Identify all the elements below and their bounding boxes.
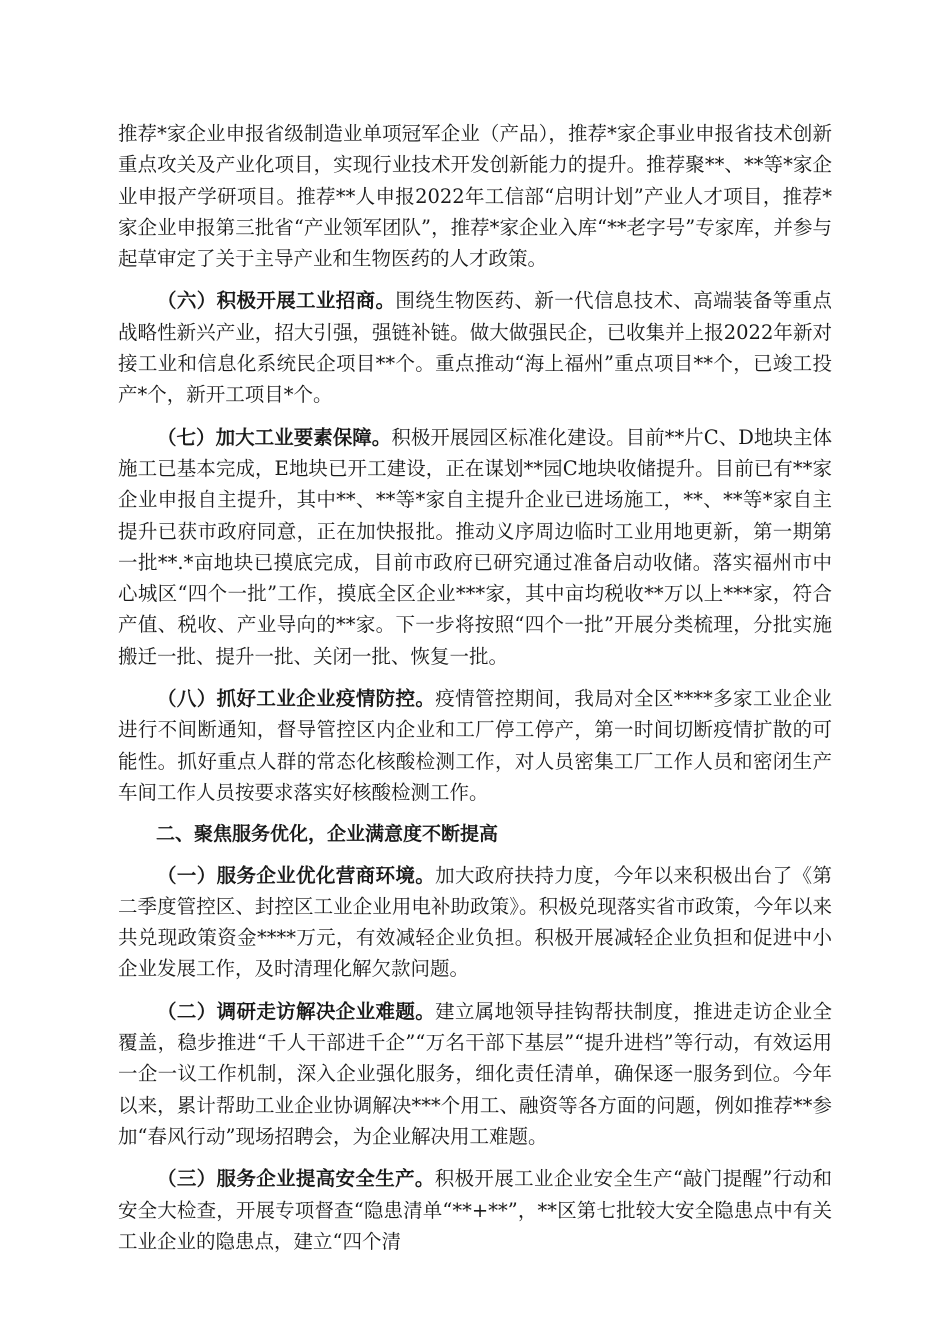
paragraph-text: 积极开展工业企业安全生产“敲门提醒”行动和安全大检查，开展专项督查“隐患清单“**+**”，**区第七批较大安全隐患点中有关工业企业的隐患点，建立“四个清 xyxy=(118,1167,832,1253)
document-page xyxy=(118,118,832,1268)
paragraph-heading: （六）积极开展工业招商。 xyxy=(157,289,396,313)
paragraph-investment xyxy=(118,285,832,410)
paragraph-text: 推荐*家企业申报省级制造业单项冠军企业（产品），推荐*家企事业申报省技术创新重点攻关及产业化项目，实现行业技术开发创新能力的提升。推荐聚**、**等*家企业申报产学研项目。推荐**人申报2022年工信部“启明计划”产业人才项目，推荐*家企业申报第三批省“产业领军团队”，推荐*家企业入库“**老字号”专家库，并参与起草审定了关于主导产业和生物医药的人才政策。 xyxy=(118,122,832,271)
paragraph-heading: （一）服务企业优化营商环境。 xyxy=(157,863,436,887)
paragraph-text: 加大政府扶持力度，今年以来积极出台了《第二季度管控区、封控区工业企业用电补助政策》。积极兑现落实省市政策，今年以来共兑现政策资金****万元，有效减轻企业负担。积极开展减轻企业负担和促进中小企业发展工作，及时清理化解欠款问题。 xyxy=(118,863,832,981)
paragraph-safety xyxy=(118,1163,832,1257)
paragraph-business-env xyxy=(118,860,832,985)
section-title: 二、聚焦服务优化，企业满意度不断提高 xyxy=(156,823,499,846)
paragraph-text: 建立属地领导挂钩帮扶制度，推进走访企业全覆盖，稳步推进“千人干部进千企”“万名干部下基层”“提升进档”等行动，有效运用一企一议工作机制，深入企业强化服务，细化责任清单，确保逐一服务到位。今年以来，累计帮助工业企业协调解决***个用工、融资等各方面的问题，例如推荐**参加“春风行动”现场招聘会，为企业解决用工难题。 xyxy=(118,999,832,1148)
paragraph-heading: （三）服务企业提高安全生产。 xyxy=(157,1167,435,1191)
paragraph-text: 疫情管控期间，我局对全区****多家工业企业进行不间断通知，督导管控区内企业和工厂停工停产，第一时间切断疫情扩散的可能性。抓好重点人群的常态化核酸检测工作，对人员密集工厂工作人员和密闭生产车间工作人员按要求落实好核酸检测工作。 xyxy=(118,687,832,804)
paragraph-heading: （二）调研走访解决企业难题。 xyxy=(157,999,436,1023)
paragraph-text: 围绕生物医药、新一代信息技术、高端装备等重点战略性新兴产业，招大引强，强链补链。做大做强民企，已收集并上报2022年新对接工业和信息化系统民企项目**个。重点推动“海上福州”重点项目**个，已竣工投产*个，新开工项目*个。 xyxy=(118,289,832,407)
paragraph-epidemic xyxy=(118,683,832,808)
paragraph-heading: （七）加大工业要素保障。 xyxy=(157,425,392,449)
paragraph-text: 积极开展园区标准化建设。目前**片C、D地块主体施工已基本完成，E地块已开工建设，正在谋划**园C地块收储提升。目前已有**家企业申报自主提升，其中**、**等*家自主提升企业已进场施工，**、**等*家自主提升已获市政府同意，正在加快报批。推动义序周边临时工业用地更新，第一期第一批**.*亩地块已摸底完成，目前市政府已研究通过准备启动收储。落实福州市中心城区“四个一批”工作，摸底全区企业***家，其中亩均税收**万以上***家，符合产值、税收、产业导向的**家。下一步将按照“四个一批”开展分类梳理，分批实施搬迁一批、提升一批、关闭一批、恢复一批。 xyxy=(118,425,832,668)
paragraph-talent xyxy=(118,118,832,274)
paragraph-visits xyxy=(118,996,832,1152)
paragraph-heading: （八）抓好工业企业疫情防控。 xyxy=(157,687,436,711)
paragraph-resources xyxy=(118,422,832,672)
